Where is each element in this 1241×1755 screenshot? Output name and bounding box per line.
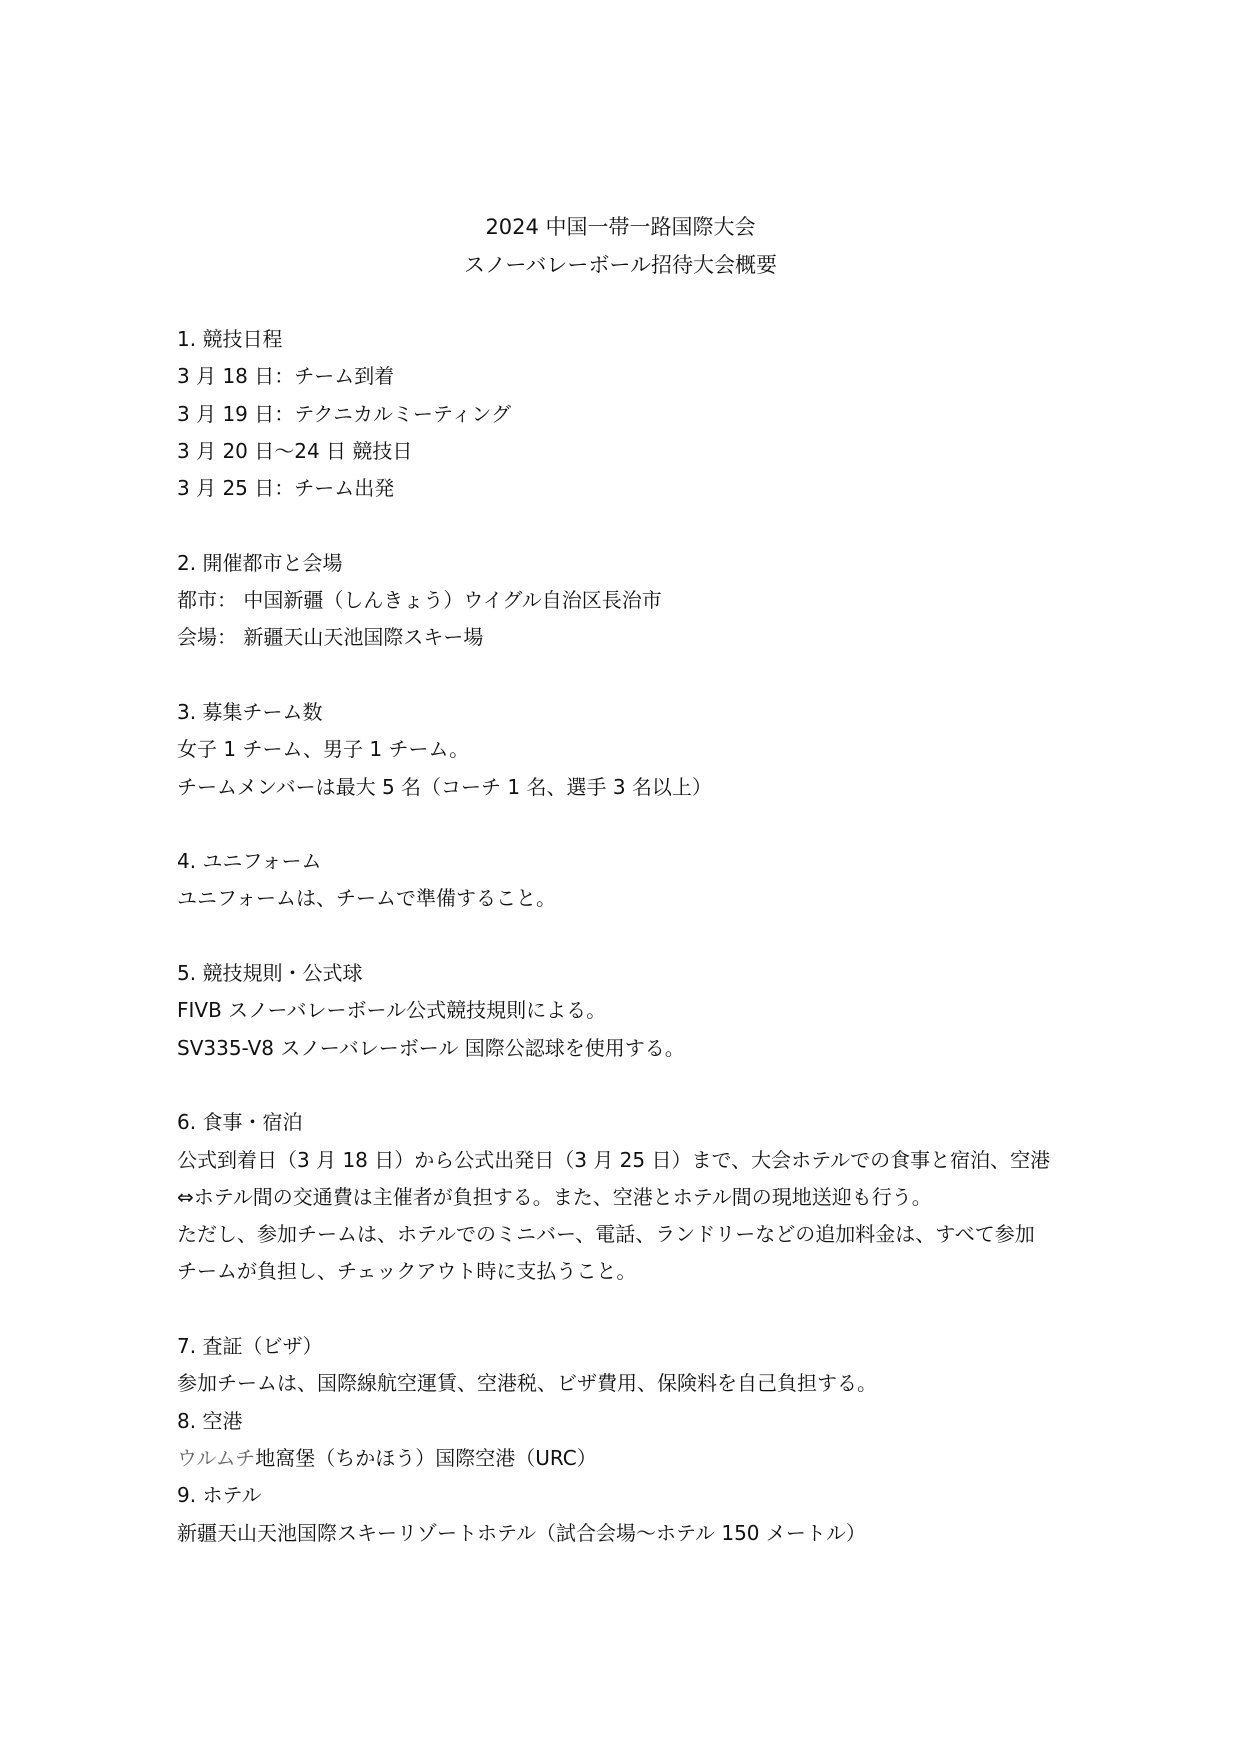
document-title: [0, 208, 1241, 284]
spacer: [177, 507, 1077, 544]
airport-text: [177, 1440, 1077, 1477]
venue-site: 会場： 新疆天山天池国際スキー場: [177, 625, 484, 650]
lodging-text: チームが負担し、チェックアウト時に支払うこと。: [177, 1259, 637, 1284]
uniform-text: ユニフォームは、チームで準備すること。: [177, 886, 556, 911]
rules-text: FIVB スノーバレーボール公式競技規則による。: [177, 998, 607, 1023]
section-9-heading: 9. ホテル: [177, 1483, 262, 1508]
schedule-item: 3 月 19 日：テクニカルミーティング: [177, 401, 512, 426]
section-7-heading: 7. 査証（ビザ）: [177, 1334, 323, 1359]
spacer: [177, 806, 1077, 843]
section-6-heading: 6. 食事・宿泊: [177, 1110, 303, 1135]
spacer: [177, 918, 1077, 955]
section-1-heading: 1. 競技日程: [177, 327, 283, 351]
section-3-heading: 3. 募集チーム数: [177, 699, 323, 724]
lodging-text: ⇔ホテル間の交通費は主催者が負担する。また、空港とホテル間の現地送迎も行う。: [177, 1184, 932, 1209]
airport-city: ウルムチ: [177, 1445, 256, 1470]
team-members: チームメンバーは最大 5 名（コーチ 1 名、選手 3 名以上）: [177, 774, 712, 799]
airport-name: 地窩堡（ちかほう）国際空港（URC）: [255, 1445, 597, 1470]
spacer: [177, 1067, 1077, 1104]
visa-text: 参加チームは、国際線航空運賃、空港税、ビザ費用、保険料を自己負担する。: [177, 1371, 877, 1396]
title-line-1: 2024 中国一帯一路国際大会: [485, 215, 756, 239]
team-count: 女子 1 チーム、男子 1 チーム。: [177, 737, 470, 762]
section-4-heading: 4. ユニフォーム: [177, 849, 322, 874]
section-2-heading: 2. 開催都市と会場: [177, 550, 343, 575]
spacer: [177, 1291, 1077, 1328]
schedule-item: 3 月 20 日～24 日 競技日: [177, 438, 413, 463]
title-line-2: スノーバレーボール招待大会概要: [464, 253, 777, 277]
lodging-text: ただし、参加チームは、ホテルでのミニバー、電話、ランドリーなどの追加料金は、すべて参加: [177, 1222, 1035, 1247]
schedule-item: 3 月 25 日：チーム出発: [177, 476, 395, 501]
venue-city: 都市： 中国新疆（しんきょう）ウイグル自治区長治市: [177, 588, 662, 613]
spacer: [177, 657, 1077, 694]
ball-text: SV335-V8 スノーバレーボール 国際公認球を使用する。: [177, 1035, 685, 1060]
section-8-heading: 8. 空港: [177, 1408, 243, 1433]
hotel-text: 新疆天山天池国際スキーリゾートホテル（試合会場～ホテル 150 メートル）: [177, 1520, 866, 1545]
lodging-text: 公式到着日（3 月 18 日）から公式出発日（3 月 25 日）まで、大会ホテルでの食事と宿泊、空港: [177, 1147, 1051, 1172]
document-body: [177, 321, 1077, 1552]
schedule-item: 3 月 18 日：チーム到着: [177, 364, 395, 389]
section-5-heading: 5. 競技規則・公式球: [177, 961, 363, 986]
